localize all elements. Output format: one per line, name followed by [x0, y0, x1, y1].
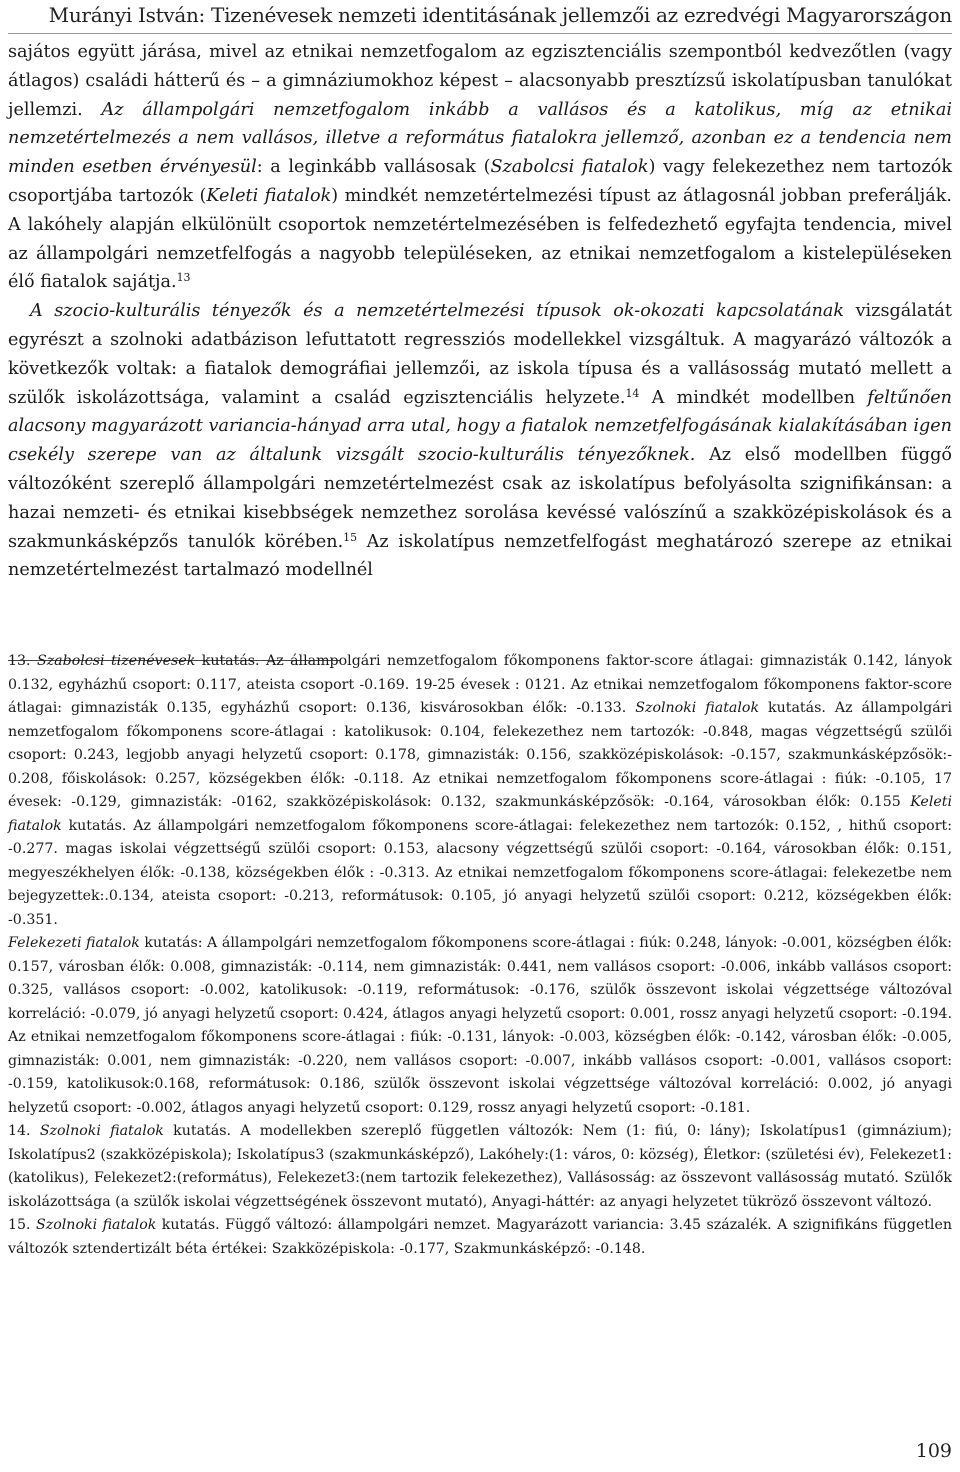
footnote-ref-14[interactable]: 14	[625, 386, 640, 400]
text-run: kutatás. Az állampolgári nemzetfogalom főkomponens score-átlagai: felekezethez nem tartozók: 0.152, , hithű csoport: -0.277. magas iskolai végzettségű szülői csoport: 0.153, alacsony végzettségű szülői csoport: -0.164, városokban élők: 0.151, megyeszékhelyen élők: -0.138, községekben élők : -0.313. Az etnikai nemzetfogalom főkomponens score-átlagai: felekezetbe nem bejegyzettek:.0.134, ateista csoport: -0.213, reformátusok: 0.105, jó anyagi helyzetű szülői csoport: 0.212, községekben élők: -0.351.	[8, 817, 952, 928]
footnotes-list	[8, 650, 952, 1261]
main-text	[8, 38, 952, 585]
text-run: ) mindkét nemzetértelmezési típust az átlagosnál jobban preferálják. A lakóhely alapján elkülönült csoportok nemzetértelmezésében is felfedezhető egyfajta tendencia, mivel az állampolgári nemzetfelfogás a nagyobb településeken, az etnikai nemzetfogalom a kistelepüléseken élő fiatalok sajátja.	[8, 185, 952, 293]
footnote-number: 13.	[8, 653, 37, 669]
text-run: kutatás. A modellekben szereplő független változók: Nem (1: fiú, 0: lány); Iskolatípus1 (gimnázium); Iskolatípus2 (szakközépiskola); Iskolatípus3 (szakmunkásképző), Lakóhely:(1: város, 0: község), Életkor: (születési év), Felekezet1: (katolikus), Felekezet2:(református), Felekezet3:(nem tartozik felekezethez), Vallásosság: az összevont vallásosság mutató. Szülők iskolázottsága (a szülők iskolai végzettségének összevont mutató), Anyagi-háttér: az anyagi helyzetet tükröző összevont változó.	[8, 1123, 953, 1210]
footnote-13	[8, 650, 952, 932]
italic-run: Szolnoki fiatalok	[36, 1217, 157, 1233]
text-run: ) vagy felekezethez nem tartozók csoportjába tartozók (	[8, 157, 952, 206]
text-run: A mindkét modellben	[639, 387, 868, 408]
running-header: Murányi István: Tizenévesek nemzeti identitásának jellemzői az ezredvégi Magyarországon	[48, 3, 952, 27]
footnote-number: 15.	[8, 1217, 37, 1233]
text-run: : a leginkább vallásosak (	[256, 157, 491, 178]
italic-run: Keleti fiatalok	[8, 794, 952, 834]
italic-run: feltűnően alacsony magyarázott variancia-hányad arra utal, hogy a fiatalok nemzetfelfogásának kialakításában igen csekély szerepe van az általunk vizsgált szocio-kulturális tényezőknek.	[8, 387, 952, 466]
footnote-ref-13[interactable]: 13	[176, 271, 191, 285]
footnote-number: 14.	[8, 1123, 40, 1139]
footnote-13-continued	[8, 932, 952, 1120]
footnote-14	[8, 1120, 952, 1214]
footnote-15	[8, 1214, 952, 1261]
italic-run: A szocio-kulturális tényezők és a nemzetértelmezési típusok ok-okozati kapcsolatának	[30, 301, 845, 322]
text-run: sajátos együtt járása, mivel az etnikai nemzetfogalom az egzisztenciális szempontból kedvezőtlen (vagy átlagos) családi hátterű és – a gimnáziumokhoz képest – alacsonyabb presztízsű iskolatípusban tanulókat jellemzi.	[8, 42, 952, 120]
text-run: Az iskolatípus nemzetfelfogást meghatározó szerepe az etnikai nemzetértelmezést tartalmazó modellnél	[8, 531, 952, 581]
italic-run: Keleti fiatalok	[206, 185, 332, 206]
text-run: Az első modellben függő változóként szereplő állampolgári nemzetértelmezést csak az iskolatípus befolyásolta szignifikánsan: a hazai nemzeti- és etnikai kisebbségek nemzethez sorolása kevéssé valószínű a szakközépiskolások és a szakmunkásképzős tanulók körében.	[8, 445, 952, 552]
italic-run: Szolnoki fiatalok	[39, 1123, 164, 1139]
text-run: kutatás. Függő változó: állampolgári nemzet. Magyarázott variancia: 3.45 százalék. A szignifikáns független változók sztendertizált béta értékei: Szakközépiskola: -0.177, Szakmunkásképző: -0.148.	[8, 1217, 953, 1257]
text-run: kutatás. Az állampolgári nemzetfogalom főkomponens faktor-score átlagai: gimnazisták 0.142, lányok 0.132, egyházhű csoport: 0.117, ateista csoport -0.169. 19-25 évesek : 0121. Az etnikai nemzetfogalom főkomponens faktor-score átlagai: gimnazisták 0.135, egyházhű csoport: 0.136, kisvárosokban élők: -0.133.	[8, 653, 953, 716]
italic-run: Szolnoki fiatalok	[635, 700, 760, 716]
text-run: kutatás. Az állampolgári nemzetfogalom főkomponens score-átlagai : katolikusok: 0.104, felekezethez nem tartozók: -0.848, magas végzettségű szülői csoport: 0.243, legjobb anyagi helyzetű csoport: 0.178, gimnazisták: 0.156, szakközépiskolások: -0.157, szakmunkásképzősök:- 0.208, főiskolások: 0.257, községekben élők: -0.118. Az etnikai nemzetfogalom főkomponens score-átlagai : fiúk: -0.105, 17 évesek: -0.129, gimnazisták: -0162, szakközépiskolások: 0.132, szakmunkásképzősök: -0.164, városokban élők: 0.155	[8, 700, 952, 810]
italic-run: Az állampolgári nemzetfogalom inkább a vallásos és a katolikus, míg az etnikai nemzetértelmezés a nem vallásos, illetve a református fiatalokra jellemző, azonban ez a tendencia nem minden esetben érvényesül	[8, 99, 952, 178]
paragraph-2	[8, 297, 952, 585]
page-number: 109	[915, 1440, 952, 1462]
header-divider	[8, 33, 952, 34]
footnote-ref-15[interactable]: 15	[343, 530, 358, 544]
italic-run: Szabolcsi fiatalok	[490, 157, 649, 178]
paragraph-1	[8, 38, 952, 297]
text-run: vizsgálatát egyrészt a szolnoki adatbázison lefuttatott regressziós modellekkel vizsgáltuk. A magyarázó változók a következők voltak: a fiatalok demográfiai jellemzői, az iskola típusa és a vallásosság mutató mellett a szülők iskolázottsága, valamint a család egzisztenciális helyzete.	[8, 301, 952, 408]
italic-run: Felekezeti fiatalok	[8, 935, 140, 951]
text-run: kutatás: A állampolgári nemzetfogalom főkomponens score-átlagai : fiúk: 0.248, lányok: -0.001, községben élők: 0.157, városban élők: 0.008, gimnazisták: -0.114, nem gimnazisták: 0.441, nem vallásos csoport: -0.006, inkább vallásos csoport: 0.325, vallásos csoport: -0.002, katolikusok: -0.119, reformátusok: -0.176, szülők összevont iskolai végzettsége változóval korreláció: -0.079, jó anyagi helyzetű csoport: 0.424, átlagos anyagi helyzetű csoport: 0.001, rossz anyagi helyzetű csoport: -0.194. Az etnikai nemzetfogalom főkomponens score-átlagai : fiúk: -0.131, lányok: -0.003, községben élők: -0.142, városban élők: -0.005, gimnazisták: 0.001, nem gimnazisták: -0.220, nem vallásos csoport: -0.007, inkább vallásos csoport: -0.001, vallásos csoport: -0.159, katolikusok:0.168, reformátusok: 0.186, szülők összevont iskolai végzettsége változóval korreláció: 0.002, jó anyagi helyzetű csoport: -0.002, átlagos anyagi helyzetű csoport: 0.129, rossz anyagi helyzetű csoport: -0.181.	[8, 935, 952, 1116]
italic-run: Szabolcsi tizenévesek	[36, 653, 196, 669]
